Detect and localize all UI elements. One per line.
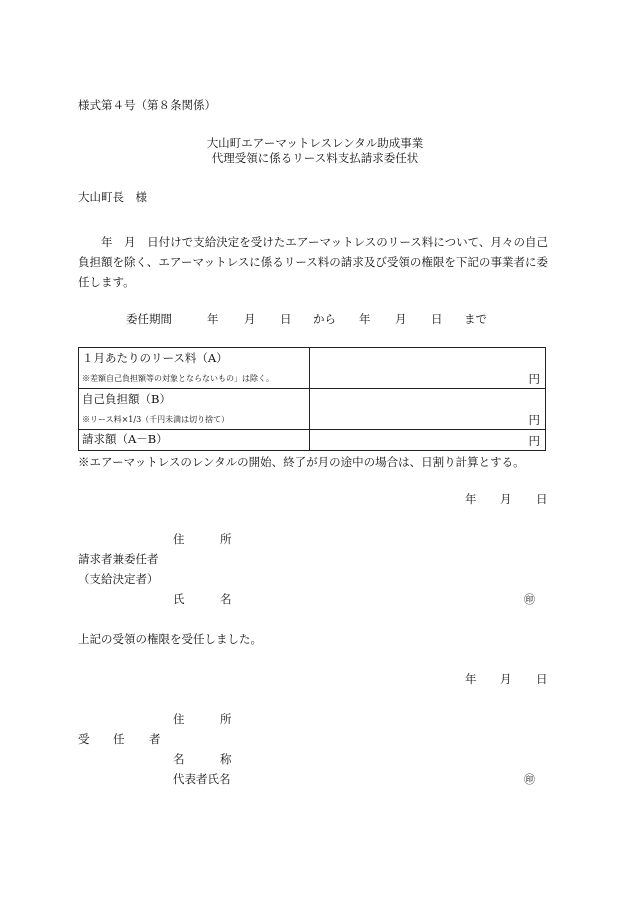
trustee-name-char2: 称 bbox=[220, 752, 232, 766]
trustee-representative-label: 代表者氏名 bbox=[173, 772, 231, 786]
period-year-2: 年 bbox=[359, 312, 371, 326]
claimant-role-sub: （支給決定者） bbox=[78, 572, 159, 586]
claimant-address-char1: 住 bbox=[173, 532, 185, 546]
yen-unit: 円 bbox=[528, 412, 540, 427]
date1-month: 月 bbox=[500, 492, 512, 506]
claimant-role: 請求者兼委任者 bbox=[78, 552, 159, 566]
table-row bbox=[79, 389, 546, 430]
acceptance-statement: 上記の受領の権限を受任しました。 bbox=[78, 632, 262, 646]
date2-month: 月 bbox=[500, 672, 512, 686]
period-day-2: 日 bbox=[431, 312, 443, 326]
trustee-role-char3: 者 bbox=[149, 732, 161, 746]
date2-year: 年 bbox=[465, 672, 477, 686]
monthly-lease-fee-note: ※差額自己負担額等の対象とならないもの」は除く。 bbox=[82, 374, 274, 383]
claimant-name-char2: 名 bbox=[220, 592, 232, 606]
period-month-2: 月 bbox=[395, 312, 407, 326]
self-pay-amount[interactable] bbox=[310, 389, 546, 430]
claim-amount-label: 請求額（A－B） bbox=[82, 432, 168, 446]
fee-row-label-cell bbox=[79, 389, 310, 430]
seal-icon: ㊞ bbox=[524, 773, 535, 786]
addressee: 大山町長 様 bbox=[78, 190, 147, 204]
body-paragraph: 年 月 日付けで支給決定を受けたエアーマットレスのリース料について、月々の自己負担額を除く、エアーマットレスに係るリース料の請求及び受領の権限を下記の事業者に委任します。 bbox=[78, 235, 548, 289]
trustee-role-char2: 任 bbox=[113, 732, 125, 746]
trustee-name-char1: 名 bbox=[173, 752, 185, 766]
trustee-address-char1: 住 bbox=[173, 712, 185, 726]
table-row bbox=[79, 348, 546, 389]
trustee-address-char2: 所 bbox=[220, 712, 232, 726]
footnote: ※エアーマットレスのレンタルの開始、終了が月の途中の場合は、日割り計算とする。 bbox=[78, 455, 525, 469]
monthly-lease-fee-label: １月あたりのリース料（A） bbox=[82, 351, 228, 365]
period-from: から bbox=[313, 312, 336, 326]
period-year-1: 年 bbox=[207, 312, 219, 326]
date1-day: 日 bbox=[536, 492, 548, 506]
period-day-1: 日 bbox=[280, 312, 292, 326]
period-label: 委任期間 bbox=[126, 312, 172, 326]
seal-icon: ㊞ bbox=[524, 593, 535, 606]
fee-table bbox=[78, 347, 546, 451]
self-pay-label: 自己負担額（B） bbox=[82, 392, 171, 406]
claimant-address-char2: 所 bbox=[220, 532, 232, 546]
date1-year: 年 bbox=[465, 492, 477, 506]
trustee-role-char1: 受 bbox=[78, 732, 90, 746]
period-until: まで bbox=[464, 312, 487, 326]
document-title-line2: 代理受領に係るリース料支払請求委任状 bbox=[211, 151, 419, 165]
table-row bbox=[79, 430, 546, 451]
form-number: 様式第４号（第８条関係） bbox=[78, 98, 216, 112]
period-month-1: 月 bbox=[244, 312, 256, 326]
monthly-lease-fee-amount[interactable] bbox=[310, 348, 546, 389]
fee-row-label-cell bbox=[79, 430, 310, 451]
claim-amount[interactable] bbox=[310, 430, 546, 451]
claimant-name-char1: 氏 bbox=[173, 592, 185, 606]
self-pay-note: ※リース料×1/3（千円未満は切り捨て） bbox=[82, 415, 230, 424]
document-title-line1: 大山町エアーマットレスレンタル助成事業 bbox=[206, 136, 424, 150]
yen-unit: 円 bbox=[528, 371, 540, 386]
yen-unit: 円 bbox=[528, 433, 540, 448]
fee-row-label-cell bbox=[79, 348, 310, 389]
date2-day: 日 bbox=[536, 672, 548, 686]
